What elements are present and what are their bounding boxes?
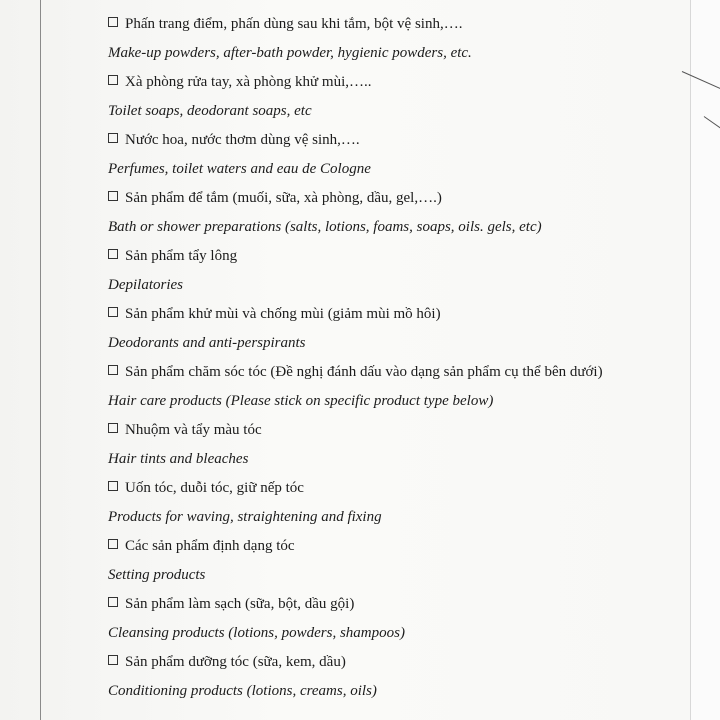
item-label-en: Cleansing products (lotions, powders, shampoos)	[108, 625, 405, 641]
checklist-item	[108, 538, 678, 596]
checklist-item	[108, 596, 678, 654]
item-label-en: Products for waving, straightening and fixing	[108, 509, 382, 525]
checkbox-icon[interactable]	[108, 17, 118, 27]
item-label-en: Conditioning products (lotions, creams, oils)	[108, 683, 377, 699]
item-label-vi: Sản phẩm khử mùi và chống mùi (giảm mùi mồ hôi)	[125, 306, 441, 322]
item-label-vi: Sản phẩm chăm sóc tóc (Đề nghị đánh dấu vào dạng sản phẩm cụ thể bên dưới)	[125, 364, 603, 380]
checklist-item	[108, 132, 678, 190]
checkbox-icon[interactable]	[108, 191, 118, 201]
item-label-en: Setting products	[108, 567, 206, 583]
item-label-vi: Uốn tóc, duỗi tóc, giữ nếp tóc	[125, 480, 304, 496]
item-label-vi: Phấn trang điểm, phấn dùng sau khi tắm, bột vệ sinh,….	[125, 16, 463, 32]
checkbox-icon[interactable]	[108, 249, 118, 259]
checklist-item	[108, 16, 678, 74]
checkbox-icon[interactable]	[108, 365, 118, 375]
item-label-vi: Nước hoa, nước thơm dùng vệ sinh,….	[125, 132, 360, 148]
product-type-checklist	[108, 16, 678, 712]
item-label-vi: Các sản phẩm định dạng tóc	[125, 538, 295, 554]
item-label-en: Deodorants and anti-perspirants	[108, 335, 306, 351]
checkbox-icon[interactable]	[108, 75, 118, 85]
item-label-vi: Sản phẩm tẩy lông	[125, 248, 238, 264]
checkbox-icon[interactable]	[108, 423, 118, 433]
checklist-item	[108, 74, 678, 132]
checkbox-icon[interactable]	[108, 539, 118, 549]
checklist-item	[108, 190, 678, 248]
checkbox-icon[interactable]	[108, 597, 118, 607]
adjacent-sheet	[690, 0, 720, 720]
item-label-en: Perfumes, toilet waters and eau de Cologne	[108, 161, 371, 177]
checkbox-icon[interactable]	[108, 307, 118, 317]
checklist-item	[108, 480, 678, 538]
checkbox-icon[interactable]	[108, 655, 118, 665]
checklist-item	[108, 364, 678, 422]
item-label-vi: Sản phẩm để tắm (muối, sữa, xà phòng, dầu, gel,….)	[125, 190, 442, 206]
item-label-en: Depilatories	[108, 277, 183, 293]
checklist-item	[108, 422, 678, 480]
checklist-item	[108, 248, 678, 306]
item-label-en: Hair care products (Please stick on specific product type below)	[108, 393, 494, 409]
item-label-vi: Nhuộm và tẩy màu tóc	[125, 422, 262, 438]
page-left-edge	[40, 0, 41, 720]
item-label-vi: Sản phẩm dưỡng tóc (sữa, kem, dầu)	[125, 654, 346, 670]
checkbox-icon[interactable]	[108, 133, 118, 143]
checklist-item	[108, 654, 678, 712]
item-label-en: Bath or shower preparations (salts, lotions, foams, soaps, oils. gels, etc)	[108, 219, 542, 235]
item-label-en: Make-up powders, after-bath powder, hygienic powders, etc.	[108, 45, 472, 61]
item-label-vi: Sản phẩm làm sạch (sữa, bột, dầu gội)	[125, 596, 355, 612]
item-label-en: Toilet soaps, deodorant soaps, etc	[108, 103, 312, 119]
item-label-vi: Xà phòng rửa tay, xà phòng khử mùi,…..	[125, 74, 372, 90]
checklist-item	[108, 306, 678, 364]
checkbox-icon[interactable]	[108, 481, 118, 491]
item-label-en: Hair tints and bleaches	[108, 451, 249, 467]
